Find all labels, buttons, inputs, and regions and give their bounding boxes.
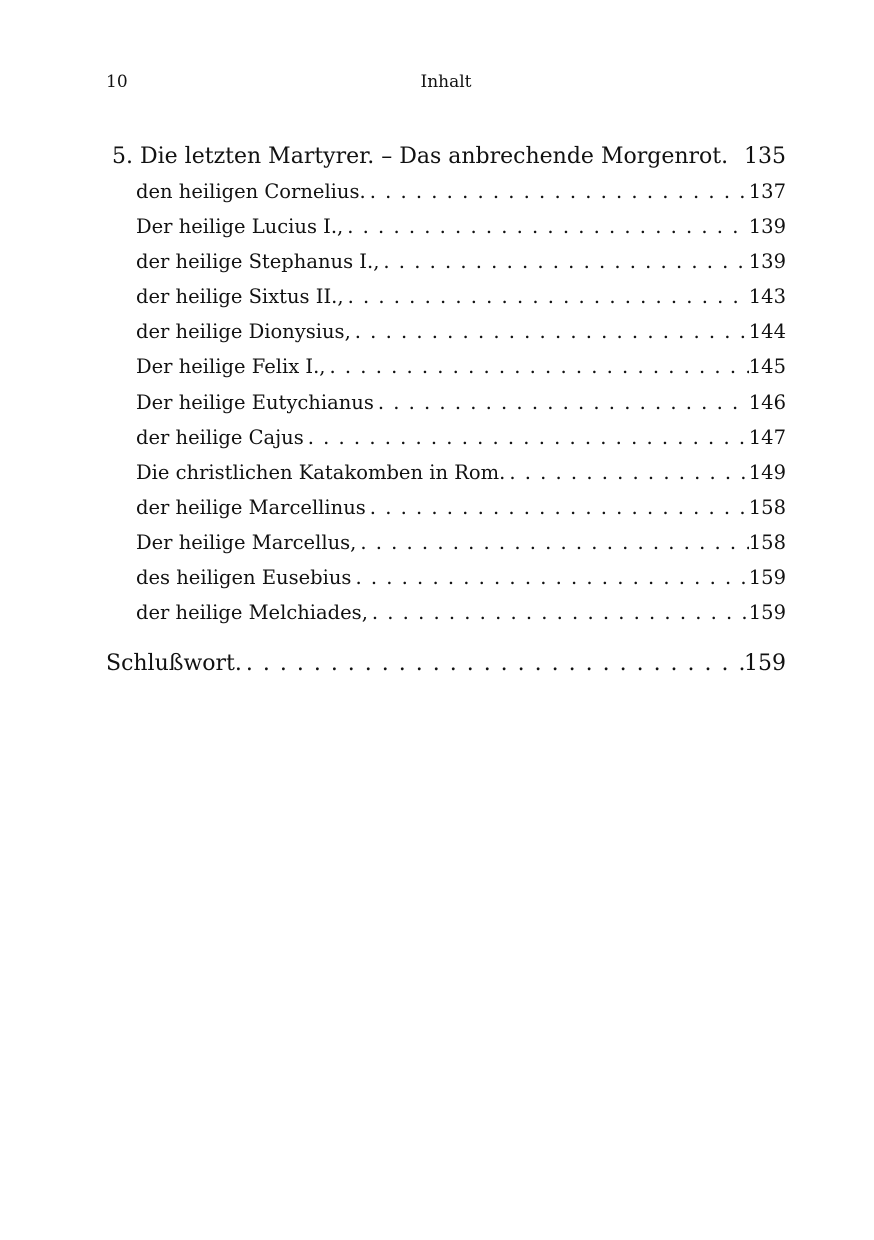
toc-entry-label: der heilige Stephanus I., [136,250,380,274]
toc-entry [106,525,786,560]
dot-leader [356,525,748,560]
toc-entry-page: 159 [748,601,786,625]
toc-entry-label: der heilige Melchiades, [136,601,368,625]
toc-entry-label: Der heilige Lucius I., [136,215,344,239]
toc-chapter-page: 135 [744,144,786,169]
toc-entry [106,244,786,279]
running-head [106,72,786,96]
toc-entry-label: den heiligen Cornelius. [136,180,366,203]
toc-entry-page: 158 [748,530,786,554]
toc-entry-label: der heilige Dionysius, [136,320,351,344]
running-head-title: Inhalt [420,72,472,92]
toc-entry-page: 149 [748,460,786,484]
dot-leader [374,385,749,420]
toc-entry-label: der heilige Marcellinus [136,495,366,519]
toc-entry-page: 146 [748,390,786,414]
page-number: 10 [106,72,128,92]
dot-leader [366,174,749,209]
toc-entry-page: 139 [748,215,786,239]
toc-entry-page: 145 [748,355,786,379]
dot-leader [326,349,749,384]
toc-entry-label: Der heilige Eutychianus [136,390,374,414]
toc-entry [106,314,786,349]
toc-entry [106,455,786,490]
toc-entry-page: 147 [748,425,786,449]
dot-leader [343,209,749,244]
toc-entry-label: des heiligen Eusebius [136,566,352,590]
toc-chapter-heading [106,140,786,174]
toc-entry-page: 143 [748,285,786,309]
toc-entry-page: 159 [748,566,786,590]
toc-entry [106,560,786,595]
toc-entry [106,209,786,244]
toc-entry-label: Der heilige Marcellus, [136,530,357,554]
toc-entry [106,595,786,630]
dot-leader [304,420,749,455]
table-of-contents [106,140,786,684]
dot-leader [351,314,749,349]
toc-entry-page: 144 [748,320,786,344]
toc-entry-page: 158 [748,495,786,519]
dot-leader [379,244,748,279]
toc-entry-label: Die christlichen Katakomben in Rom. [136,460,506,484]
dot-leader [505,455,748,490]
toc-entry-page: 137 [748,180,786,203]
dot-leader [366,490,749,525]
toc-entry-page: 139 [748,250,786,274]
toc-entry [106,420,786,455]
toc-closing-page: 159 [744,651,786,677]
toc-closing-entry [106,644,786,684]
dot-leader [368,595,749,630]
toc-entry [106,279,786,314]
toc-closing-label: Schlußwort. [106,651,242,677]
toc-entry-label: der heilige Cajus [136,425,304,449]
dot-leader [351,560,748,595]
toc-entry-label: Der heilige Felix I., [136,355,326,379]
toc-chapter-label: 5. Die letzten Martyrer. – Das anbrechende Morgenrot. [112,144,729,169]
toc-entry [106,490,786,525]
dot-leader [344,279,749,314]
toc-entry [106,385,786,420]
toc-entry [106,174,786,209]
toc-entry-label: der heilige Sixtus II., [136,285,344,309]
toc-entry [106,349,786,384]
dot-leader [242,644,744,684]
